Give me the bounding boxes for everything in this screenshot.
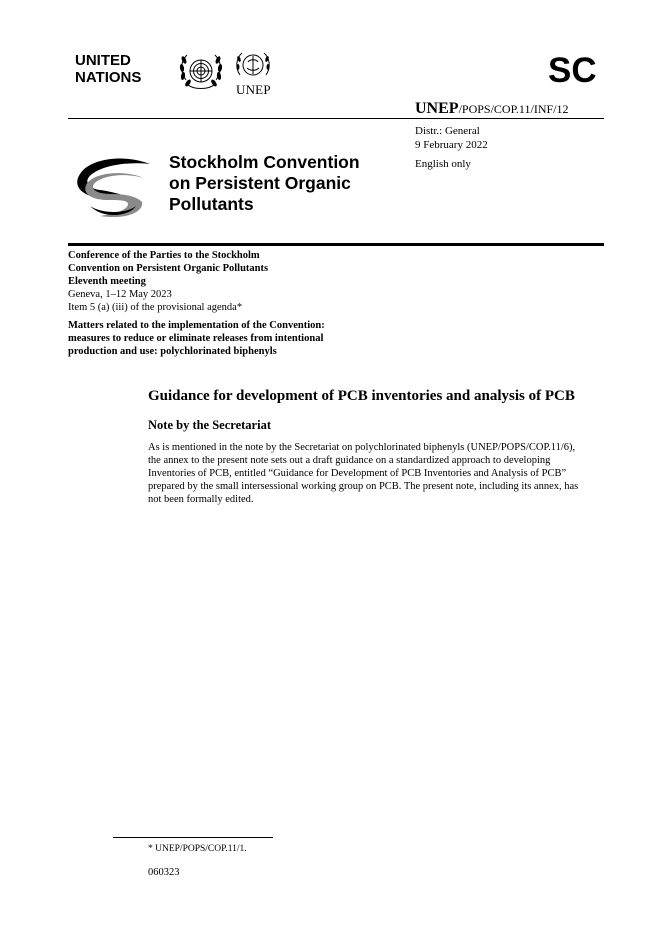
un-emblem-icon [176,50,226,96]
agenda-title: Matters related to the implementation of the Convention: measures to reduce or eliminate releases from intentional production and use: polychlorinated biphenyls [68,320,325,357]
footnote: * UNEP/POPS/COP.11/1. [148,844,247,854]
meeting-place-date: Geneva, 1–12 May 2023 [68,289,172,300]
body-paragraph [148,441,606,506]
unep-label: UNEP [236,82,271,97]
convention-title-line1: Stockholm Convention [169,152,360,172]
job-number: 060323 [148,867,180,878]
header-rule [68,118,604,119]
meeting-info [68,249,368,314]
convention-title [169,152,360,215]
body-line: not been formally edited. [148,494,254,505]
meeting-body-line1: Conference of the Parties to the Stockholm [68,250,260,261]
issue-date: 9 February 2022 [415,138,488,151]
note-heading: Note by the Secretariat [148,418,271,432]
convention-title-line3: Pollutants [169,194,254,214]
body-line: Inventories of PCB, entitled “Guidance for Development of PCB Inventories and Analysis of PCB” [148,468,567,479]
body-line: the annex to the present note sets out a draft guidance on a standardized approach to developing [148,455,551,466]
language-note: English only [415,158,471,170]
body-line: prepared by the small intersessional working group on PCB. The present note, including its annex, has [148,481,579,492]
distribution: Distr.: General [415,125,480,137]
unep-emblem-icon [233,50,273,82]
document-title: Guidance for development of PCB inventories and analysis of PCB [148,388,575,404]
footnote-rule [113,837,273,838]
document-symbol [415,100,569,118]
org-name-line2: NATIONS [75,69,142,86]
document-symbol-main: UNEP [415,100,459,117]
header-thick-rule [68,243,604,246]
stockholm-convention-logo-icon [70,156,154,220]
meeting-agenda-item: Item 5 (a) (iii) of the provisional agenda* [68,302,243,313]
org-name [75,52,141,86]
distribution-block [415,125,488,152]
body-line: As is mentioned in the note by the Secretariat on polychlorinated biphenyls (UNEP/POPS/COP.11/6), [148,442,576,453]
document-symbol-rest: /POPS/COP.11/INF/12 [458,102,569,116]
meeting-session: Eleventh meeting [68,276,146,287]
org-name-line1: UNITED [75,52,131,69]
meeting-body-line2: Convention on Persistent Organic Pollutants [68,263,269,274]
sc-mark: SC [548,51,597,90]
convention-title-line2: on Persistent Organic [169,173,351,193]
